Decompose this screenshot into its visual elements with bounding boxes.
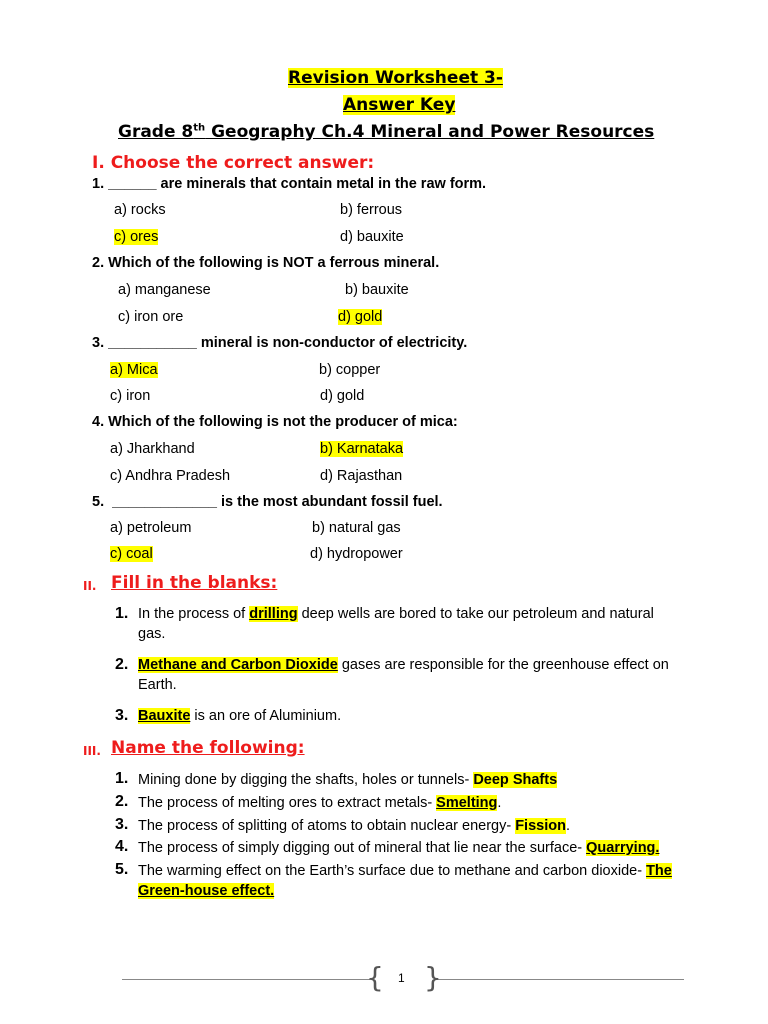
q5-option-c-answer: c) coal [110,546,153,562]
name-2-text: The process of melting ores to extract metals- [138,795,437,811]
section-1-heading: I. Choose the correct answer: [92,153,375,173]
question-text: ___________ mineral is non-conductor of electricity. [108,335,468,351]
name-5-continued [138,883,274,899]
name-4-text: The process of simply digging out of mineral that lie near the surface- [138,840,587,856]
fill-1-line [138,606,654,622]
name-2-answer: Smelting [436,795,498,811]
page-number: 1 [398,971,405,985]
question-1 [92,176,486,192]
name-1-line [138,772,557,788]
q4-option-a: a) Jharkhand [110,441,195,457]
question-number: 3. [92,335,105,351]
name-2-line [138,795,501,811]
q3-option-c: c) iron [110,388,151,404]
name-2-number: 2. [115,793,129,810]
fill-1-post: deep wells are bored to take our petroleum and natural [297,606,654,622]
q1-option-b: b) ferrous [340,202,403,218]
name-1-number: 1. [115,770,129,787]
q3-option-b: b) copper [319,362,381,378]
q2-option-c: c) iron ore [118,309,184,325]
question-text: Which of the following is NOT a ferrous mineral. [108,255,440,271]
footer-bracket-left: { [366,961,384,994]
fill-2-post: gases are responsible for the greenhouse effect on [337,657,669,673]
fill-3-post: is an ore of Aluminium. [190,708,342,724]
fill-1-answer: drilling [249,606,298,622]
q2-option-b: b) bauxite [345,282,409,298]
name-3-line [138,818,570,834]
question-3 [92,335,467,351]
section-2-heading: Fill in the blanks: [111,573,278,593]
question-number: 1. [92,176,105,192]
q1-option-d: d) bauxite [340,229,404,245]
fill-1-number: 1. [115,605,129,622]
name-1-answer: Deep Shafts [473,772,558,788]
question-number: 5. [92,494,105,510]
question-number: 2. [92,255,105,271]
q5-option-a: a) petroleum [110,520,192,536]
name-4-line [138,840,659,856]
q4-option-b-answer: b) Karnataka [320,441,404,457]
name-4-answer: Quarrying. [586,840,660,856]
grade-label: Grade 8 [118,122,194,142]
fill-3-line [138,708,341,724]
q3-option-a-answer: a) Mica [110,362,158,378]
q5-option-b: b) natural gas [312,520,401,536]
footer-rule-left [122,979,370,980]
question-text: _____________ is the most abundant fossil fuel. [112,494,443,510]
name-5-answer: The [646,863,672,879]
name-3-tail: . [565,818,570,834]
question-5 [92,494,443,510]
name-5-number: 5. [115,861,129,878]
fill-2-continued: Earth. [138,677,177,693]
fill-2-line [138,657,669,673]
question-text: Which of the following is not the producer of mica: [108,414,458,430]
name-4-number: 4. [115,838,129,855]
q1-option-a: a) rocks [114,202,166,218]
q1-option-c-answer: c) ores [114,229,159,245]
q3-option-d: d) gold [320,388,365,404]
fill-3-number: 3. [115,707,129,724]
grade-subtitle [118,122,654,142]
grade-superscript: th [193,122,206,134]
name-3-text: The process of splitting of atoms to obtain nuclear energy- [138,818,516,834]
name-5-text: The warming effect on the Earth’s surface due to methane and carbon dioxide- [138,863,647,879]
name-3-answer: Fission [515,818,566,834]
name-3-number: 3. [115,816,129,833]
question-2 [92,255,439,271]
chapter-label: Geography Ch.4 Mineral and Power Resources [205,122,655,142]
q2-option-a: a) manganese [118,282,211,298]
q5-option-d: d) hydropower [310,546,403,562]
answer-key-title: Answer Key [343,95,456,115]
fill-2-answer: Methane and Carbon Dioxide [138,657,338,673]
worksheet-title: Revision Worksheet 3- [288,68,503,88]
section-2-roman: II. [83,579,97,593]
question-4 [92,414,458,430]
fill-3-answer: Bauxite [138,708,191,724]
q4-option-d: d) Rajasthan [320,468,403,484]
footer-bracket-right: } [424,961,442,994]
q2-option-d-answer: d) gold [338,309,383,325]
fill-1-pre: In the process of [138,606,250,622]
question-number: 4. [92,414,105,430]
name-2-tail: . [497,795,502,811]
section-3-heading: Name the following: [111,738,305,758]
name-5-answer-continued: Green-house effect. [138,883,275,899]
name-1-text: Mining done by digging the shafts, holes or tunnels- [138,772,474,788]
question-text: ______ are minerals that contain metal in the raw form. [108,176,487,192]
footer-rule-right [434,979,684,980]
fill-1-continued: gas. [138,626,166,642]
name-5-line [138,863,672,879]
q4-option-c: c) Andhra Pradesh [110,468,231,484]
fill-2-number: 2. [115,656,129,673]
section-3-roman: III. [83,744,101,758]
